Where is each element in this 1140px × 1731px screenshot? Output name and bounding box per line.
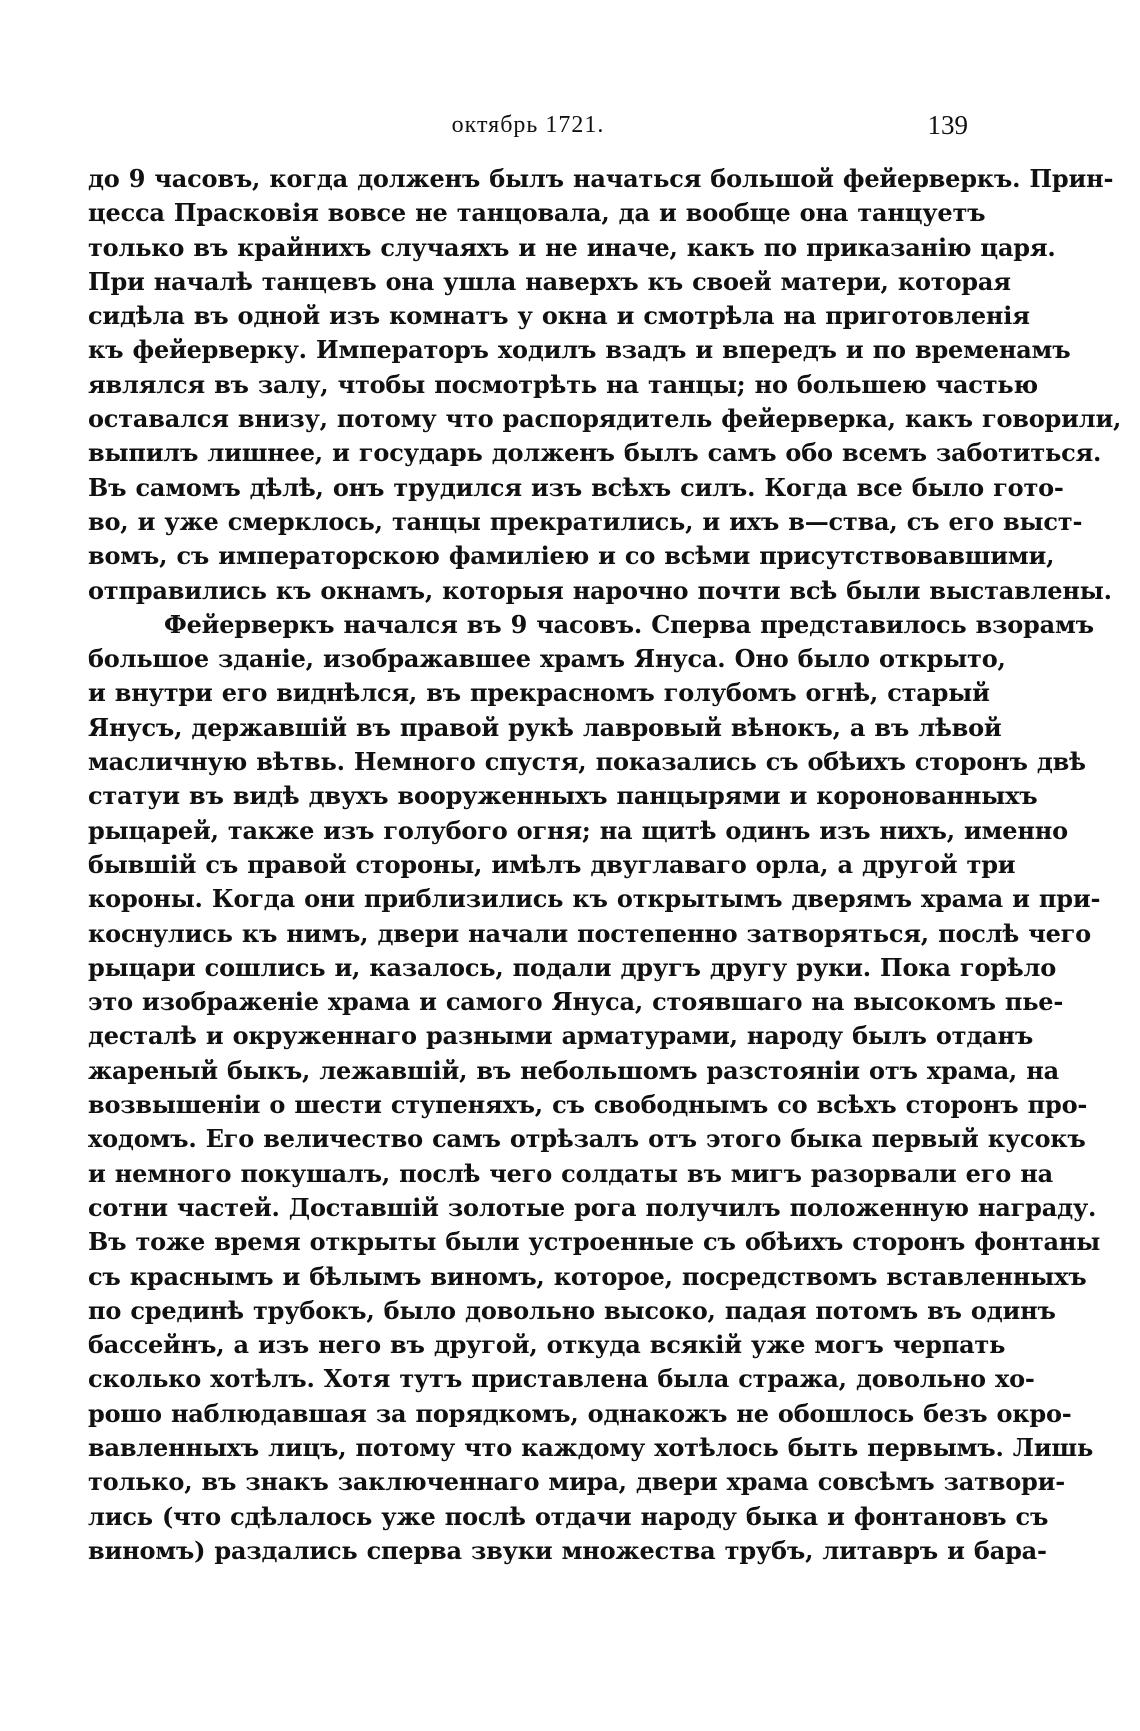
text-line: рошо наблюдавшая за порядкомъ, однакожъ не обошлось безъ окро- — [88, 1398, 1072, 1428]
header-title: октябрь 1721. — [451, 112, 605, 138]
text-line: лись (что сдѣлалось уже послѣ отдачи народу быка и фонтановъ съ — [88, 1501, 1049, 1531]
text-line: до 9 часовъ, когда долженъ былъ начаться большой фейерверкъ. Прин- — [88, 164, 1114, 193]
text-line: Въ самомъ дѣлѣ, онъ трудился изъ всѣхъ силъ. Когда все было гото- — [88, 472, 1064, 502]
body-text — [88, 162, 1122, 1568]
text-line: рыцарей, также изъ голубого огня; на щитѣ одинъ изъ нихъ, именно — [88, 815, 1068, 845]
text-line: къ фейерверку. Императоръ ходилъ взадъ и впередъ и по временамъ — [88, 335, 1071, 365]
text-line: статуи въ видѣ двухъ вооруженныхъ панцырями и коронованныхъ — [88, 781, 1038, 811]
text-line: сколько хотѣлъ. Хотя тутъ приставлена была стража, довольно хо- — [88, 1364, 1035, 1394]
text-line: масличную вѣтвь. Немного спустя, показались съ обѣихъ сторонъ двѣ — [88, 747, 1086, 777]
text-line: это изображеніе храма и самого Януса, стоявшаго на высокомъ пье- — [88, 987, 1064, 1017]
text-line: большое зданіе, изображавшее храмъ Януса. Оно было открыто, — [88, 644, 1006, 674]
text-line: бассейнъ, а изъ него въ другой, откуда всякій уже могъ черпать — [88, 1330, 1006, 1360]
text-line: десталѣ и окруженнаго разными арматурами, народу былъ отданъ — [88, 1021, 1034, 1051]
text-line: съ краснымъ и бѣлымъ виномъ, которое, посредствомъ вставленныхъ — [88, 1261, 1087, 1291]
text-line: рыцари сошлись и, казалось, подали другъ другу руки. Пока горѣло — [88, 952, 1057, 982]
text-line: Янусъ, державшій въ правой рукѣ лавровый вѣнокъ, а въ лѣвой — [88, 712, 1002, 742]
text-line: Фейерверкъ начался въ 9 часовъ. Сперва представилось взорамъ — [164, 609, 1094, 639]
text-line: выпилъ лишнее, и государь долженъ былъ самъ обо всемъ заботиться. — [88, 438, 1102, 468]
text-line: Въ тоже время открыты были устроенные съ обѣихъ сторонъ фонтаны — [88, 1227, 1101, 1257]
text-line: бывшій съ правой стороны, имѣлъ двуглаваго орла, а другой три — [88, 849, 1016, 879]
text-line: во, и уже смерклось, танцы прекратились, и ихъ в—ства, съ его выст- — [88, 506, 1083, 536]
text-line: отправились къ окнамъ, которыя нарочно почти всѣ были выставлены. — [88, 575, 1112, 605]
text-line: жареный быкъ, лежавшій, въ небольшомъ разстояніи отъ храма, на — [88, 1055, 1059, 1085]
text-line: сидѣла въ одной изъ комнатъ у окна и смотрѣла на приготовленія — [88, 301, 1030, 331]
text-line: короны. Когда они приблизились къ открытымъ дверямъ храма и при- — [88, 884, 1101, 914]
text-line: коснулись къ нимъ, двери начали постепенно затворяться, послѣ чего — [88, 918, 1091, 948]
text-line: являлся въ залу, чтобы посмотрѣть на танцы; но большею частью — [88, 369, 1038, 399]
text-line: цесса Прасковія вовсе не танцовала, да и вообще она танцуетъ — [88, 198, 986, 228]
paragraph-2 — [88, 608, 1101, 1568]
text-line: сотни частей. Доставшій золотые рога получилъ положенную награду. — [88, 1192, 1097, 1222]
text-line: возвышеніи о шести ступеняхъ, съ свободнымъ со всѣхъ сторонъ про- — [88, 1090, 1088, 1120]
text-line: вомъ, съ императорскою фамиліею и со всѣми присутствовавшими, — [88, 541, 1055, 571]
text-line: и внутри его виднѣлся, въ прекрасномъ голубомъ огнѣ, старый — [88, 678, 990, 708]
text-line: и немного покушалъ, послѣ чего солдаты въ мигъ разорвали его на — [88, 1158, 1053, 1188]
text-line: вавленныхъ лицъ, потому что каждому хотѣлось быть первымъ. Лишь — [88, 1432, 1094, 1462]
text-line: оставался внизу, потому что распорядитель фейерверка, какъ говорили, — [88, 404, 1122, 434]
text-line: только въ крайнихъ случаяхъ и не иначе, какъ по приказанію царя. — [88, 232, 1056, 262]
running-header — [88, 108, 968, 148]
text-line: ходомъ. Его величество самъ отрѣзалъ отъ этого быка первый кусокъ — [88, 1124, 1086, 1154]
text-line: виномъ) раздались сперва звуки множества трубъ, литавръ и бара- — [88, 1535, 1047, 1565]
text-line: только, въ знакъ заключеннаго мира, двери храма совсѣмъ затвори- — [88, 1467, 1065, 1497]
text-line: по срединѣ трубокъ, было довольно высоко, падая потомъ въ одинъ — [88, 1295, 1056, 1325]
text-line: При началѣ танцевъ она ушла наверхъ къ своей матери, которая — [88, 266, 1011, 296]
page-number: 139 — [927, 110, 968, 140]
paragraph-1 — [88, 162, 1122, 608]
